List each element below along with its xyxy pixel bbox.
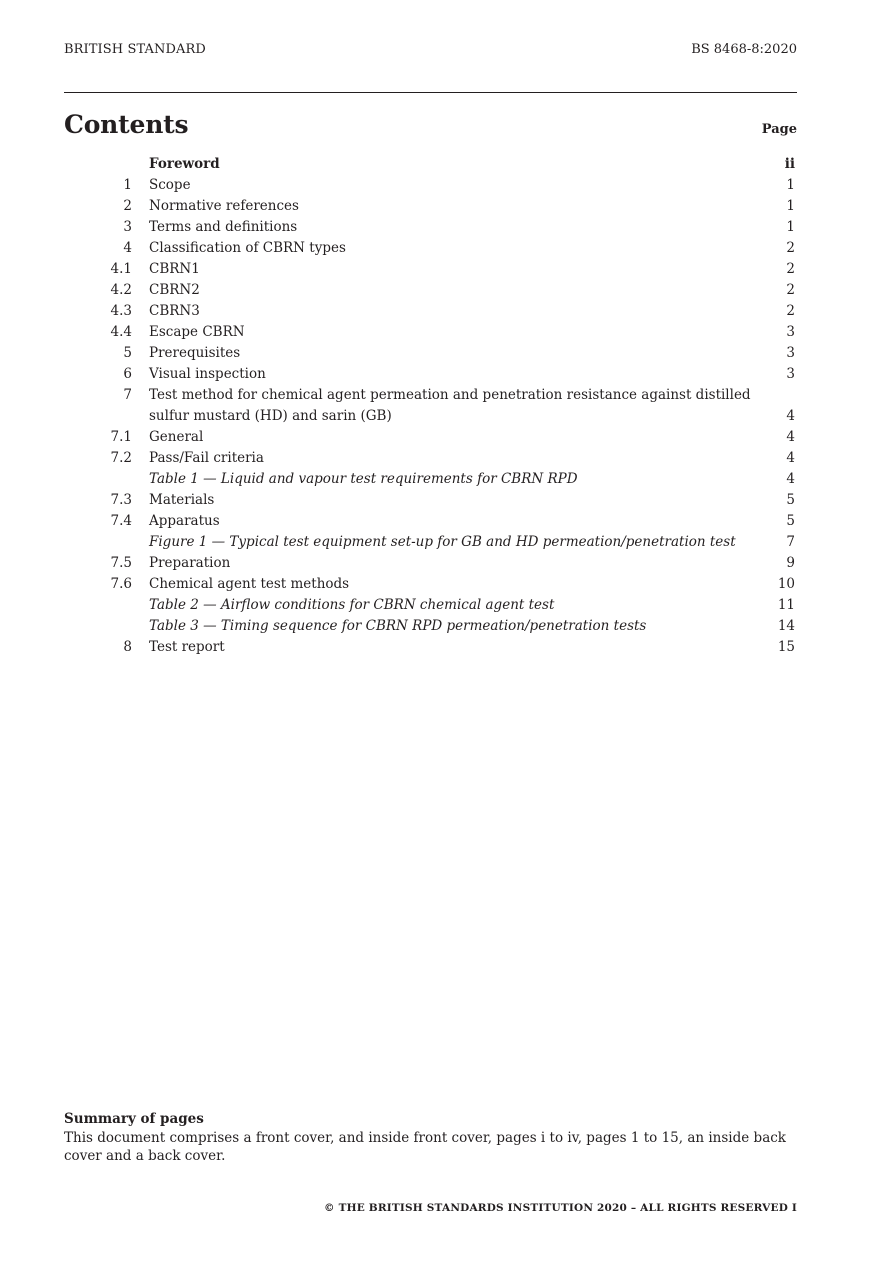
toc-entry-number: 7.6 xyxy=(110,576,132,592)
toc-entry[interactable] xyxy=(0,280,892,301)
toc-entry[interactable] xyxy=(0,427,892,448)
toc-entry-page: 7 xyxy=(786,534,795,550)
table-of-contents xyxy=(0,154,892,658)
toc-entry-number: 5 xyxy=(123,345,132,361)
toc-entry-title: Table 1 — Liquid and vapour test requirements for CBRN RPD xyxy=(149,471,578,487)
toc-entry[interactable] xyxy=(0,259,892,280)
toc-entry-page: 4 xyxy=(786,408,795,424)
toc-entry-title: Classification of CBRN types xyxy=(149,240,346,256)
toc-entry-page: 5 xyxy=(786,492,795,508)
toc-entry-title: Table 2 — Airflow conditions for CBRN chemical agent test xyxy=(149,597,555,613)
toc-entry-title: Test report xyxy=(149,639,225,655)
toc-entry-page: 3 xyxy=(786,366,795,382)
toc-entry-title: Normative references xyxy=(149,198,299,214)
toc-entry-page: 3 xyxy=(786,324,795,340)
toc-entry[interactable] xyxy=(0,343,892,364)
toc-entry[interactable] xyxy=(0,637,892,658)
toc-entry-page: 4 xyxy=(786,450,795,466)
toc-entry-number: 4 xyxy=(123,240,132,256)
toc-entry-title: Test method for chemical agent permeation and penetration resistance against distilled sulfur mustard (HD) and sarin (GB) xyxy=(149,387,751,424)
toc-entry-number: 4.2 xyxy=(110,282,132,298)
contents-title: Contents xyxy=(64,110,189,139)
toc-entry-page: 5 xyxy=(786,513,795,529)
toc-entry-number: 4.3 xyxy=(110,303,132,319)
toc-entry-title: Preparation xyxy=(149,555,231,571)
toc-entry-page: 2 xyxy=(786,240,795,256)
toc-entry-page: ii xyxy=(784,156,795,172)
page-column-label: Page xyxy=(761,122,797,137)
toc-entry[interactable] xyxy=(0,595,892,616)
toc-entry[interactable] xyxy=(0,322,892,343)
toc-entry[interactable] xyxy=(0,490,892,511)
summary-text: This document comprises a front cover, and inside front cover, pages i to iv, pages 1 to 15, an inside back cover and a back cover. xyxy=(64,1130,786,1164)
toc-entry-title: CBRN1 xyxy=(149,261,200,277)
toc-entry-page: 3 xyxy=(786,345,795,361)
toc-entry-page: 2 xyxy=(786,303,795,319)
summary-heading: Summary of pages xyxy=(64,1111,204,1127)
toc-entry[interactable] xyxy=(0,196,892,217)
toc-entry-page: 4 xyxy=(786,429,795,445)
copyright-footer: © THE BRITISH STANDARDS INSTITUTION 2020 – ALL RIGHTS RESERVED I xyxy=(324,1202,797,1214)
toc-entry[interactable] xyxy=(0,364,892,385)
toc-entry-title: Foreword xyxy=(149,156,220,172)
toc-entry-page: 2 xyxy=(786,261,795,277)
toc-entry-title: Figure 1 — Typical test equipment set-up for GB and HD permeation/penetration test xyxy=(149,534,736,550)
toc-entry[interactable] xyxy=(0,511,892,532)
toc-entry-title: Scope xyxy=(149,177,191,193)
toc-entry[interactable] xyxy=(0,301,892,322)
running-header-standard-number: BS 8468-8:2020 xyxy=(691,42,797,57)
toc-entry-page: 1 xyxy=(786,177,795,193)
toc-entry[interactable] xyxy=(0,154,892,175)
toc-entry-number: 1 xyxy=(123,177,132,193)
running-header-standard-type: BRITISH STANDARD xyxy=(64,42,206,57)
toc-entry-title: Apparatus xyxy=(149,513,220,529)
toc-entry-number: 8 xyxy=(123,639,132,655)
toc-entry-page: 1 xyxy=(786,198,795,214)
toc-entry[interactable] xyxy=(0,238,892,259)
toc-entry-title: Chemical agent test methods xyxy=(149,576,350,592)
toc-entry-number: 4.4 xyxy=(110,324,132,340)
toc-entry[interactable] xyxy=(0,448,892,469)
toc-entry-number: 7.4 xyxy=(110,513,132,529)
toc-entry-number: 3 xyxy=(123,219,132,235)
toc-entry-page: 9 xyxy=(786,555,795,571)
toc-entry[interactable] xyxy=(0,217,892,238)
toc-entry[interactable] xyxy=(0,616,892,637)
toc-entry-title: CBRN2 xyxy=(149,282,200,298)
toc-entry[interactable] xyxy=(0,385,892,427)
toc-entry-page: 10 xyxy=(777,576,795,592)
toc-entry[interactable] xyxy=(0,469,892,490)
toc-entry[interactable] xyxy=(0,574,892,595)
toc-entry-page: 4 xyxy=(786,471,795,487)
toc-entry-page: 1 xyxy=(786,219,795,235)
toc-entry-page: 11 xyxy=(777,597,795,613)
toc-entry-title: Pass/Fail criteria xyxy=(149,450,264,466)
toc-entry[interactable] xyxy=(0,532,892,553)
toc-entry-title: Table 3 — Timing sequence for CBRN RPD permeation/penetration tests xyxy=(149,618,647,634)
toc-entry-title: CBRN3 xyxy=(149,303,200,319)
toc-entry[interactable] xyxy=(0,553,892,574)
toc-entry-title: Visual inspection xyxy=(149,366,266,382)
toc-entry-number: 4.1 xyxy=(110,261,132,277)
toc-entry-number: 6 xyxy=(123,366,132,382)
toc-entry[interactable] xyxy=(0,175,892,196)
toc-entry-number: 7.5 xyxy=(110,555,132,571)
header-divider xyxy=(64,92,797,93)
toc-entry-title: Escape CBRN xyxy=(149,324,245,340)
toc-entry-page: 14 xyxy=(777,618,795,634)
toc-entry-page: 15 xyxy=(777,639,795,655)
toc-entry-title: General xyxy=(149,429,204,445)
toc-entry-number: 7.1 xyxy=(110,429,132,445)
toc-entry-number: 7.3 xyxy=(110,492,132,508)
toc-entry-number: 7.2 xyxy=(110,450,132,466)
toc-entry-title: Terms and definitions xyxy=(149,219,298,235)
toc-entry-title: Materials xyxy=(149,492,215,508)
toc-entry-page: 2 xyxy=(786,282,795,298)
toc-entry-number: 7 xyxy=(123,387,132,403)
toc-entry-title: Prerequisites xyxy=(149,345,241,361)
toc-entry-number: 2 xyxy=(123,198,132,214)
